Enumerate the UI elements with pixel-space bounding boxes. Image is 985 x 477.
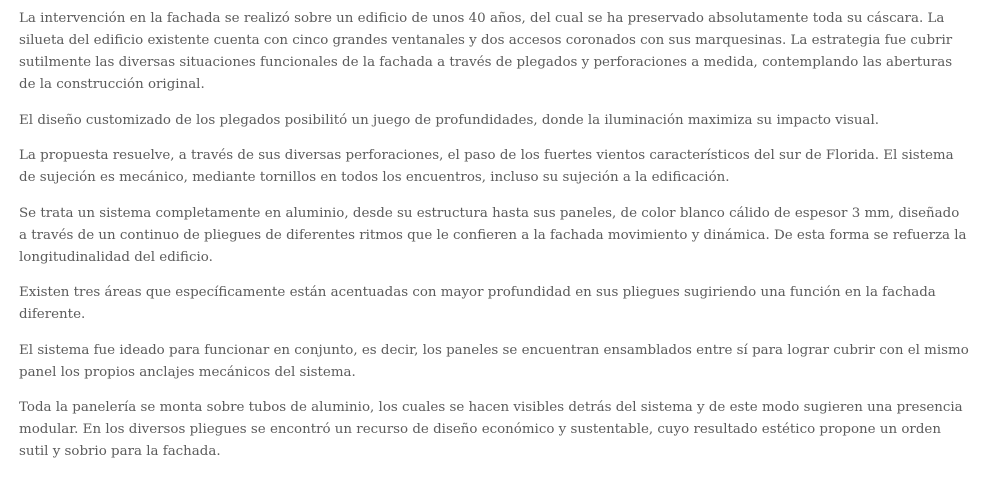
paragraph-custom-folds: El diseño customizado de los plegados posibilitó un juego de profundidades, donde la iluminación maximiza su impacto visual. — [19, 112, 880, 128]
article-body — [19, 8, 969, 477]
paragraph-assembly: El sistema fue ideado para funcionar en conjunto, es decir, los paneles se encuentran ensamblados entre sí para lograr cubrir con el mismo panel los propios anclajes mecánicos del sistema. — [19, 342, 969, 380]
paragraph-aluminium-tubes: Toda la panelería se monta sobre tubos de aluminio, los cuales se hacen visibles detrás del sistema y de este modo sugieren una presencia modular. En los diversos pliegues se encontró un recurso de diseño económico y sustentable, cuyo resultado estético propone un orden sutil y sobrio para la fachada. — [19, 400, 963, 459]
paragraph-facade-intervention: La intervención en la fachada se realizó sobre un edificio de unos 40 años, del cual se ha preservado absolutamente toda su cáscara. La silueta del edificio existente cuenta con cinco grandes ventanales y dos accesos coronados con sus marquesinas. La estrategia fue cubrir sutilmente las diversas situaciones funcionales de la fachada a través de plegados y perforaciones a medida, contemplando las aberturas de la construcción original. — [19, 11, 953, 92]
paragraph-perforations-wind: La propuesta resuelve, a través de sus diversas perforaciones, el paso de los fuertes vientos característicos del sur de Florida. El sistema de sujeción es mecánico, mediante tornillos en todos los encuentros, incluso su sujeción a la edificación. — [19, 148, 954, 185]
paragraph-three-areas: Existen tres áreas que específicamente están acentuadas con mayor profundidad en sus pliegues sugiriendo una función en la fachada diferente. — [19, 285, 936, 322]
paragraph-aluminium-system: Se trata un sistema completamente en aluminio, desde su estructura hasta sus paneles, de color blanco cálido de espesor 3 mm, diseñado a través de un continuo de pliegues de diferentes ritmos que le confieren a la fachada movimiento y dinámica. De esta forma se refuerza la longitudinalidad del edificio. — [19, 205, 967, 265]
